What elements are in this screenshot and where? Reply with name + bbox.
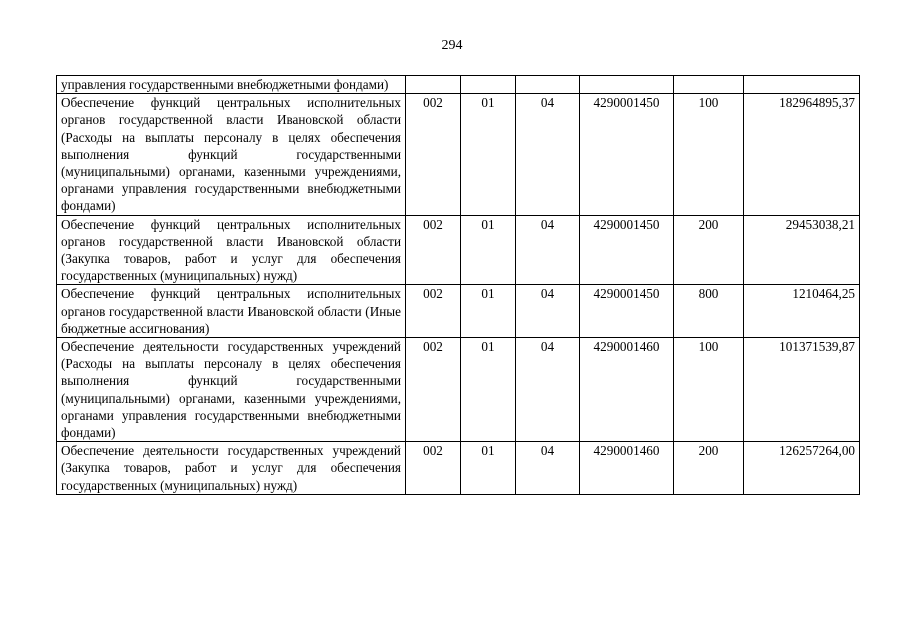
ministry-code-cell: 002 [406, 215, 461, 285]
subsection-code-cell: 04 [516, 338, 580, 442]
expense-type-cell: 100 [674, 94, 744, 215]
amount-cell: 182964895,37 [744, 94, 860, 215]
expense-description-cell: Обеспечение деятельности государственных учреждений (Расходы на выплаты персоналу в целях обеспечения выполнения функций государственными (муниципальными) органами, казенными учреждениями, органами управления государственными внебюджетными фондами) [57, 338, 406, 442]
table-row [57, 442, 860, 495]
amount-cell: 101371539,87 [744, 338, 860, 442]
expense-description-cell: Обеспечение функций центральных исполнительных органов государственной власти Ивановской области (Закупка товаров, работ и услуг для обеспечения государственных (муниципальных) нужд) [57, 215, 406, 285]
ministry-code-cell: 002 [406, 442, 461, 495]
expense-description-cell: Обеспечение функций центральных исполнительных органов государственной власти Ивановской области (Расходы на выплаты персоналу в целях обеспечения выполнения функций государственными (муниципальными) органами, казенными учреждениями, органами управления государственными внебюджетными фондами) [57, 94, 406, 215]
ministry-code-cell: 002 [406, 94, 461, 215]
expense-type-cell [674, 76, 744, 94]
expense-description-cell: Обеспечение функций центральных исполнительных органов государственной власти Ивановской области (Иные бюджетные ассигнования) [57, 285, 406, 338]
amount-cell [744, 76, 860, 94]
table-row [57, 338, 860, 442]
amount-cell: 29453038,21 [744, 215, 860, 285]
expense-description-cell: Обеспечение деятельности государственных учреждений (Закупка товаров, работ и услуг для обеспечения государственных (муниципальных) нужд) [57, 442, 406, 495]
section-code-cell: 01 [461, 94, 516, 215]
table-row [57, 76, 860, 94]
section-code-cell: 01 [461, 442, 516, 495]
target-article-cell: 4290001450 [580, 285, 674, 338]
target-article-cell [580, 76, 674, 94]
budget-table [56, 75, 860, 495]
table-row [57, 94, 860, 215]
subsection-code-cell: 04 [516, 215, 580, 285]
table-row [57, 215, 860, 285]
section-code-cell: 01 [461, 338, 516, 442]
ministry-code-cell [406, 76, 461, 94]
section-code-cell: 01 [461, 285, 516, 338]
ministry-code-cell: 002 [406, 338, 461, 442]
target-article-cell: 4290001450 [580, 215, 674, 285]
ministry-code-cell: 002 [406, 285, 461, 338]
target-article-cell: 4290001450 [580, 94, 674, 215]
table-row [57, 285, 860, 338]
section-code-cell: 01 [461, 215, 516, 285]
expense-description-cell: управления государственными внебюджетными фондами) [57, 76, 406, 94]
expense-type-cell: 200 [674, 442, 744, 495]
expense-type-cell: 200 [674, 215, 744, 285]
subsection-code-cell [516, 76, 580, 94]
subsection-code-cell: 04 [516, 94, 580, 215]
expense-type-cell: 100 [674, 338, 744, 442]
section-code-cell [461, 76, 516, 94]
target-article-cell: 4290001460 [580, 442, 674, 495]
expense-type-cell: 800 [674, 285, 744, 338]
page-number: 294 [441, 38, 463, 53]
amount-cell: 126257264,00 [744, 442, 860, 495]
target-article-cell: 4290001460 [580, 338, 674, 442]
subsection-code-cell: 04 [516, 442, 580, 495]
subsection-code-cell: 04 [516, 285, 580, 338]
amount-cell: 1210464,25 [744, 285, 860, 338]
